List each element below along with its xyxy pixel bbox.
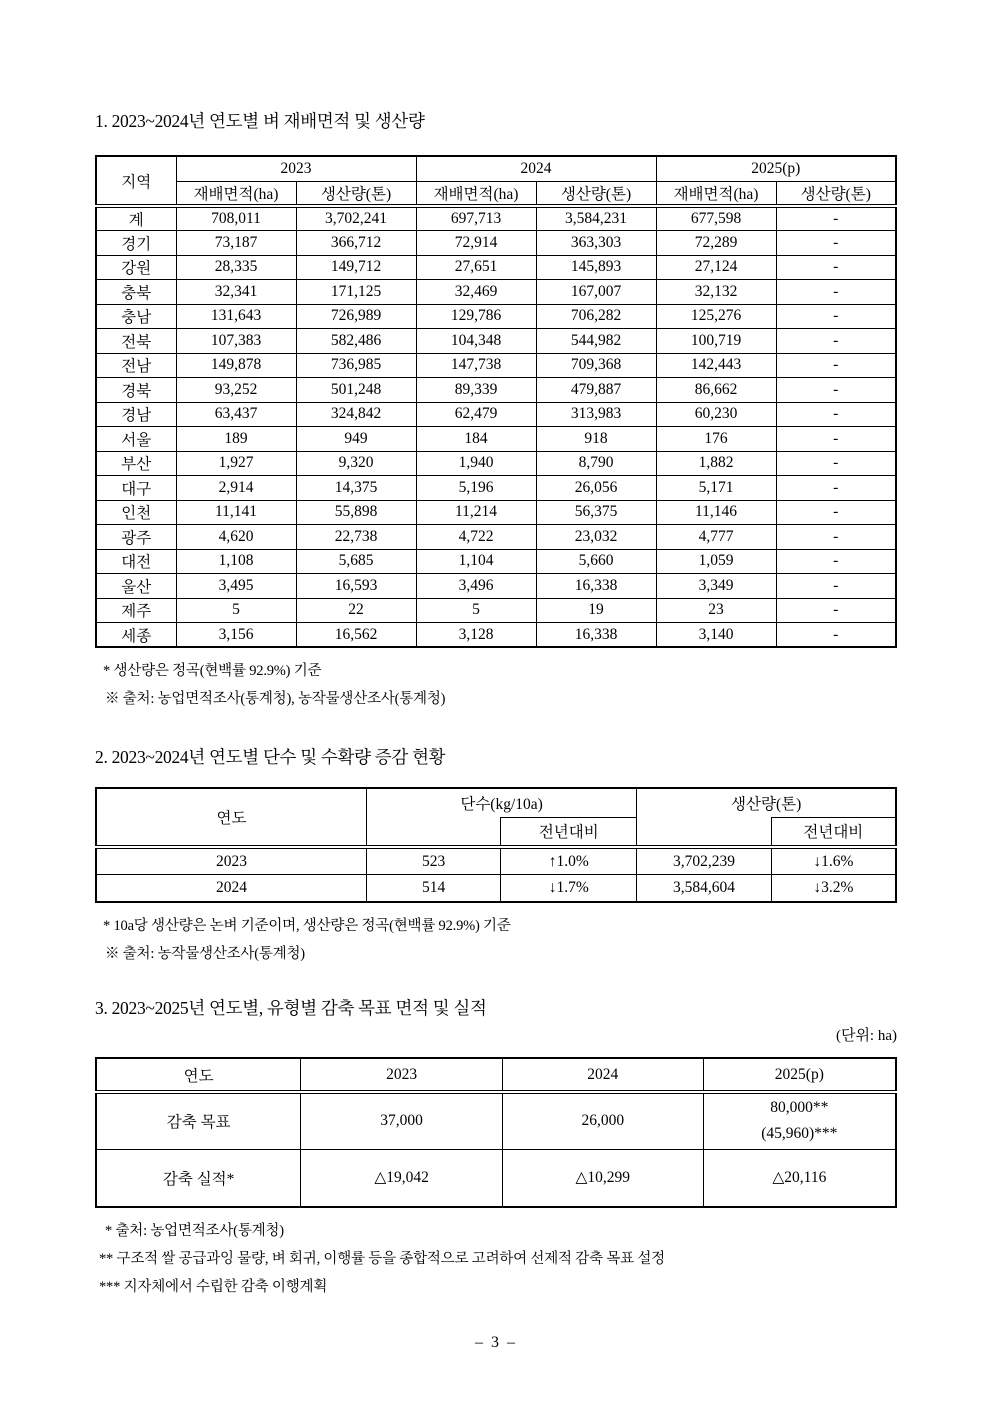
value-cell: 73,187 xyxy=(176,231,296,256)
target-2023-cell: 37,000 xyxy=(301,1092,503,1149)
value-cell: 918 xyxy=(536,427,656,452)
value-cell: - xyxy=(776,427,896,452)
year-header-cell: 연도 xyxy=(96,1058,301,1092)
value-cell: 3,156 xyxy=(176,623,296,648)
table-row xyxy=(96,304,896,329)
actual-2023-cell: △19,042 xyxy=(301,1149,503,1207)
production-cell: 3,702,239 xyxy=(637,847,771,875)
table-row xyxy=(96,574,896,599)
value-cell: 11,146 xyxy=(656,500,776,525)
production-yoy-cell: ↓1.6% xyxy=(771,847,896,875)
target-2025-line1: 80,000** xyxy=(770,1099,829,1117)
table-row xyxy=(96,206,896,231)
year-2025-header: 2025(p) xyxy=(703,1058,896,1092)
value-cell: 582,486 xyxy=(296,329,416,354)
value-cell: 1,104 xyxy=(416,549,536,574)
value-cell: 1,059 xyxy=(656,549,776,574)
value-cell: 3,140 xyxy=(656,623,776,648)
value-cell: 9,320 xyxy=(296,451,416,476)
yoy-header: 전년대비 xyxy=(501,817,637,847)
value-cell: 697,713 xyxy=(416,206,536,231)
section2-footnote-source: ※ 출처: 농작물생산조사(통계청) xyxy=(105,946,305,962)
value-cell: 189 xyxy=(176,427,296,452)
value-cell: 149,878 xyxy=(176,353,296,378)
region-header-cell: 지역 xyxy=(96,156,176,206)
value-cell: 5 xyxy=(176,598,296,623)
value-cell: 167,007 xyxy=(536,280,656,305)
year-header-cell: 연도 xyxy=(96,788,366,847)
yield-yoy-cell: ↓1.7% xyxy=(501,875,637,903)
value-cell: 89,339 xyxy=(416,378,536,403)
year-2024-header: 2024 xyxy=(502,1058,703,1092)
section3-footnote-plan: *** 지자체에서 수립한 감축 이행계획 xyxy=(99,1279,328,1295)
value-cell: 16,562 xyxy=(296,623,416,648)
production-header: 생산량(톤) xyxy=(296,181,416,206)
section3-title: 3. 2023~2025년 연도별, 유형별 감축 목표 면적 및 실적 xyxy=(95,998,487,1018)
region-cell: 울산 xyxy=(96,574,176,599)
table-row xyxy=(96,255,896,280)
value-cell: 100,719 xyxy=(656,329,776,354)
value-cell: 3,702,241 xyxy=(296,206,416,231)
value-cell: 5,196 xyxy=(416,476,536,501)
value-cell: 56,375 xyxy=(536,500,656,525)
rice-area-production-table xyxy=(95,155,897,648)
table-row xyxy=(96,847,896,875)
year-group-2025: 2025(p) xyxy=(656,156,896,181)
target-2025-line2: (45,960)*** xyxy=(761,1125,838,1143)
value-cell: 32,132 xyxy=(656,280,776,305)
value-cell: 27,651 xyxy=(416,255,536,280)
value-cell: 14,375 xyxy=(296,476,416,501)
page-number: – 3 – xyxy=(475,1334,517,1351)
value-cell: 19 xyxy=(536,598,656,623)
unit-note: (단위: ha) xyxy=(835,1028,897,1044)
value-cell: - xyxy=(776,549,896,574)
yoy-header: 전년대비 xyxy=(771,817,896,847)
value-cell: 72,289 xyxy=(656,231,776,256)
value-cell: 104,348 xyxy=(416,329,536,354)
yield-cell: 523 xyxy=(366,847,500,875)
yield-yoy-cell: ↑1.0% xyxy=(501,847,637,875)
value-cell: 5,171 xyxy=(656,476,776,501)
value-cell: 32,469 xyxy=(416,280,536,305)
value-cell: 1,927 xyxy=(176,451,296,476)
value-cell: 3,496 xyxy=(416,574,536,599)
value-cell: - xyxy=(776,500,896,525)
value-cell: - xyxy=(776,280,896,305)
reduction-target-table xyxy=(95,1057,897,1208)
value-cell: 4,777 xyxy=(656,525,776,550)
reduction-actual-row xyxy=(96,1149,896,1207)
value-cell: 149,712 xyxy=(296,255,416,280)
value-cell: - xyxy=(776,451,896,476)
value-cell: 93,252 xyxy=(176,378,296,403)
value-cell: 22 xyxy=(296,598,416,623)
region-cell: 대전 xyxy=(96,549,176,574)
value-cell: 72,914 xyxy=(416,231,536,256)
value-cell: 62,479 xyxy=(416,402,536,427)
region-cell: 전남 xyxy=(96,353,176,378)
section2-title: 2. 2023~2024년 연도별 단수 및 수확량 증감 현황 xyxy=(95,747,446,767)
value-cell: 708,011 xyxy=(176,206,296,231)
region-cell: 강원 xyxy=(96,255,176,280)
value-cell: 28,335 xyxy=(176,255,296,280)
table-row xyxy=(96,476,896,501)
table-subheader-row xyxy=(96,181,896,206)
value-cell: 5,685 xyxy=(296,549,416,574)
target-2025-cell xyxy=(703,1092,896,1149)
production-header: 생산량(톤) xyxy=(536,181,656,206)
section1-footnote-basis: * 생산량은 정곡(현백률 92.9%) 기준 xyxy=(103,663,322,679)
value-cell: - xyxy=(776,231,896,256)
row-label-cell: 감축 실적* xyxy=(96,1149,301,1207)
value-cell: 184 xyxy=(416,427,536,452)
value-cell: 4,722 xyxy=(416,525,536,550)
value-cell: 16,593 xyxy=(296,574,416,599)
value-cell: 26,056 xyxy=(536,476,656,501)
year-cell: 2023 xyxy=(96,847,366,875)
table-row xyxy=(96,598,896,623)
value-cell: 129,786 xyxy=(416,304,536,329)
region-cell: 인천 xyxy=(96,500,176,525)
value-cell: 60,230 xyxy=(656,402,776,427)
value-cell: - xyxy=(776,255,896,280)
value-cell: - xyxy=(776,329,896,354)
value-cell: - xyxy=(776,574,896,599)
table-row xyxy=(96,500,896,525)
table-header-row xyxy=(96,1058,896,1092)
table-row xyxy=(96,353,896,378)
value-cell: 125,276 xyxy=(656,304,776,329)
value-cell: 363,303 xyxy=(536,231,656,256)
value-cell: 544,982 xyxy=(536,329,656,354)
empty-cell xyxy=(637,817,771,847)
value-cell: 22,738 xyxy=(296,525,416,550)
region-cell: 경북 xyxy=(96,378,176,403)
value-cell: 142,443 xyxy=(656,353,776,378)
section3-footnote-target-basis: ** 구조적 쌀 공급과잉 물량, 벼 회귀, 이행률 등을 종합적으로 고려하여 선제적 감축 목표 설정 xyxy=(99,1251,665,1267)
value-cell: 324,842 xyxy=(296,402,416,427)
value-cell: 171,125 xyxy=(296,280,416,305)
region-cell: 경기 xyxy=(96,231,176,256)
value-cell: - xyxy=(776,598,896,623)
value-cell: 3,128 xyxy=(416,623,536,648)
year-cell: 2024 xyxy=(96,875,366,903)
production-cell: 3,584,604 xyxy=(637,875,771,903)
value-cell: - xyxy=(776,623,896,648)
year-2023-header: 2023 xyxy=(301,1058,503,1092)
value-cell: 479,887 xyxy=(536,378,656,403)
table-row xyxy=(96,329,896,354)
value-cell: 11,141 xyxy=(176,500,296,525)
table-row xyxy=(96,280,896,305)
value-cell: 726,989 xyxy=(296,304,416,329)
year-group-2024: 2024 xyxy=(416,156,656,181)
value-cell: 63,437 xyxy=(176,402,296,427)
value-cell: 4,620 xyxy=(176,525,296,550)
table-header-row xyxy=(96,156,896,181)
value-cell: 2,914 xyxy=(176,476,296,501)
value-cell: 5 xyxy=(416,598,536,623)
region-cell: 광주 xyxy=(96,525,176,550)
region-cell: 계 xyxy=(96,206,176,231)
table-row xyxy=(96,549,896,574)
row-label-cell: 감축 목표 xyxy=(96,1092,301,1149)
value-cell: 8,790 xyxy=(536,451,656,476)
value-cell: 11,214 xyxy=(416,500,536,525)
value-cell: - xyxy=(776,402,896,427)
value-cell: - xyxy=(776,206,896,231)
area-header: 재배면적(ha) xyxy=(176,181,296,206)
value-cell: 147,738 xyxy=(416,353,536,378)
value-cell: 23 xyxy=(656,598,776,623)
region-cell: 대구 xyxy=(96,476,176,501)
value-cell: 3,495 xyxy=(176,574,296,599)
production-header: 생산량(톤) xyxy=(776,181,896,206)
value-cell: 706,282 xyxy=(536,304,656,329)
value-cell: 1,882 xyxy=(656,451,776,476)
table-row xyxy=(96,231,896,256)
value-cell: 3,584,231 xyxy=(536,206,656,231)
table-row xyxy=(96,402,896,427)
year-group-2023: 2023 xyxy=(176,156,416,181)
value-cell: 501,248 xyxy=(296,378,416,403)
value-cell: 16,338 xyxy=(536,623,656,648)
production-group-header: 생산량(톤) xyxy=(637,788,896,817)
yield-cell: 514 xyxy=(366,875,500,903)
region-cell: 충북 xyxy=(96,280,176,305)
table-header-row xyxy=(96,788,896,817)
table-row xyxy=(96,875,896,903)
value-cell: 1,940 xyxy=(416,451,536,476)
region-cell: 경남 xyxy=(96,402,176,427)
region-cell: 전북 xyxy=(96,329,176,354)
value-cell: 16,338 xyxy=(536,574,656,599)
region-cell: 충남 xyxy=(96,304,176,329)
value-cell: 145,893 xyxy=(536,255,656,280)
section3-footnote-source: * 출처: 농업면적조사(통계청) xyxy=(105,1223,284,1239)
table-row xyxy=(96,378,896,403)
value-cell: 176 xyxy=(656,427,776,452)
empty-cell xyxy=(366,817,500,847)
region-cell: 제주 xyxy=(96,598,176,623)
value-cell: 107,383 xyxy=(176,329,296,354)
value-cell: - xyxy=(776,525,896,550)
actual-2024-cell: △10,299 xyxy=(502,1149,703,1207)
value-cell: 677,598 xyxy=(656,206,776,231)
section2-footnote-basis: * 10a당 생산량은 논벼 기준이며, 생산량은 정곡(현백률 92.9%) 기준 xyxy=(103,918,511,934)
value-cell: 1,108 xyxy=(176,549,296,574)
table-row xyxy=(96,451,896,476)
value-cell: 55,898 xyxy=(296,500,416,525)
value-cell: 5,660 xyxy=(536,549,656,574)
value-cell: 32,341 xyxy=(176,280,296,305)
section1-footnote-source: ※ 출처: 농업면적조사(통계청), 농작물생산조사(통계청) xyxy=(105,691,446,707)
production-yoy-cell: ↓3.2% xyxy=(771,875,896,903)
value-cell: - xyxy=(776,353,896,378)
value-cell: 949 xyxy=(296,427,416,452)
value-cell: 313,983 xyxy=(536,402,656,427)
area-header: 재배면적(ha) xyxy=(656,181,776,206)
value-cell: 27,124 xyxy=(656,255,776,280)
region-cell: 서울 xyxy=(96,427,176,452)
value-cell: 366,712 xyxy=(296,231,416,256)
region-cell: 세종 xyxy=(96,623,176,648)
value-cell: 23,032 xyxy=(536,525,656,550)
table-row xyxy=(96,525,896,550)
yield-change-table xyxy=(95,787,897,903)
value-cell: 3,349 xyxy=(656,574,776,599)
value-cell: 86,662 xyxy=(656,378,776,403)
yield-group-header: 단수(kg/10a) xyxy=(366,788,636,817)
area-header: 재배면적(ha) xyxy=(416,181,536,206)
value-cell: - xyxy=(776,476,896,501)
section1-title: 1. 2023~2024년 연도별 벼 재배면적 및 생산량 xyxy=(95,111,425,131)
table-row xyxy=(96,427,896,452)
value-cell: - xyxy=(776,304,896,329)
value-cell: 131,643 xyxy=(176,304,296,329)
reduction-target-row xyxy=(96,1092,896,1149)
value-cell: 736,985 xyxy=(296,353,416,378)
region-cell: 부산 xyxy=(96,451,176,476)
actual-2025-cell: △20,116 xyxy=(703,1149,896,1207)
value-cell: - xyxy=(776,378,896,403)
value-cell: 709,368 xyxy=(536,353,656,378)
table-row xyxy=(96,623,896,648)
target-2024-cell: 26,000 xyxy=(502,1092,703,1149)
